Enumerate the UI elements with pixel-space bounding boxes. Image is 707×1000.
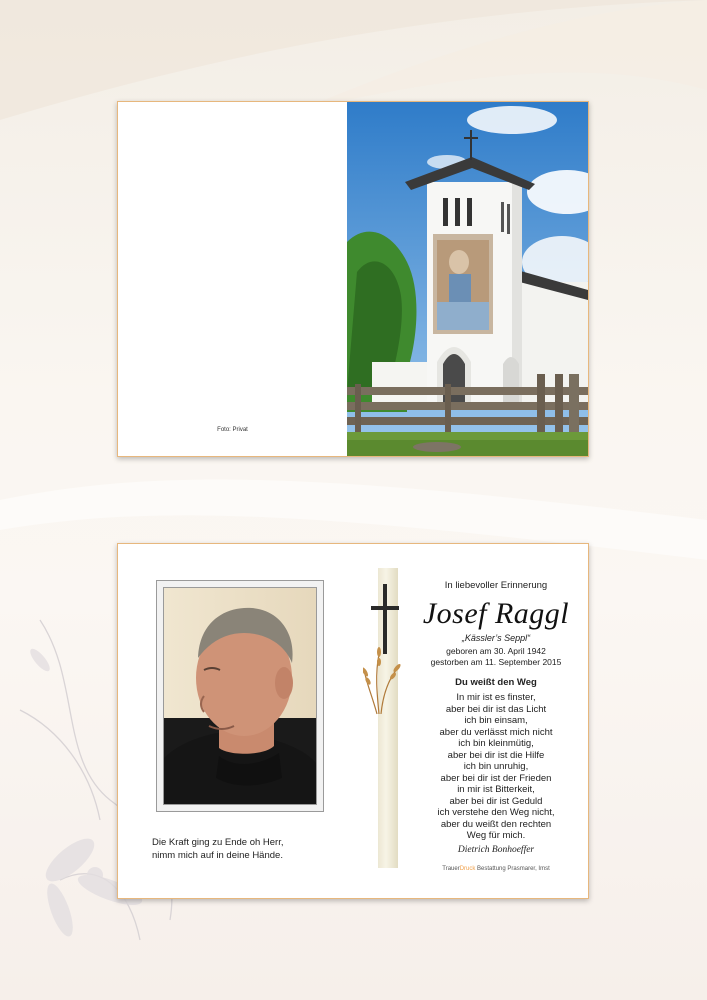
- death-date: gestorben am 11. September 2015: [430, 656, 562, 667]
- front-card-blank-panel: [118, 102, 347, 456]
- front-card: [117, 101, 589, 457]
- left-verse-line: Die Kraft ging zu Ende oh Herr,: [152, 837, 284, 848]
- poem-line: aber bei dir ist das Licht: [445, 703, 547, 715]
- left-verse-line: nimm mich auf in deine Hände.: [152, 850, 283, 861]
- poem-line: in mir ist Bitterkeit,: [457, 784, 535, 795]
- undertaker-brand: Druck: [459, 866, 476, 872]
- poem-line: ich verstehe den Weg nicht,: [437, 807, 555, 818]
- memorial-text: [416, 580, 576, 855]
- poem-line: aber bei dir ist Geduld: [449, 795, 543, 807]
- poem-line: Weg für mich.: [466, 830, 526, 841]
- undertaker-credit: [416, 866, 576, 872]
- poem-line: In mir ist es finster,: [456, 692, 536, 703]
- undertaker-name: Bestattung Prasmarer, Imst: [477, 866, 550, 872]
- deceased-name: Josef Raggl: [422, 597, 570, 630]
- poem-line: aber bei dir ist die Hilfe: [447, 749, 545, 761]
- poem-title: Du weißt den Weg: [455, 677, 537, 688]
- poem-line: ich bin einsam,: [464, 715, 528, 726]
- birth-date: geboren am 30. April 1942: [446, 646, 546, 656]
- church-photo: [347, 102, 588, 456]
- life-dates: [416, 646, 576, 667]
- poem-line: ich bin kleinmütig,: [458, 738, 534, 749]
- left-verse: [152, 836, 332, 862]
- church-illustration: [347, 102, 588, 456]
- intro-line: In liebevoller Erinnerung: [444, 580, 548, 591]
- poem-author: Dietrich Bonhoeffer: [457, 844, 535, 855]
- poem: [416, 692, 576, 842]
- inner-card: [117, 543, 589, 899]
- photo-credit: Foto: Privat: [217, 427, 248, 433]
- nickname: „Kässler’s Seppl“: [461, 633, 531, 643]
- portrait-photo: [163, 587, 317, 805]
- poem-line: aber du verlässt mich nicht: [439, 726, 553, 738]
- poem-line: aber bei dir ist der Frieden: [440, 772, 552, 784]
- undertaker-prefix: Trauer: [442, 866, 460, 872]
- cross-with-wheat-icon: [363, 584, 413, 724]
- portrait-illustration: [164, 588, 316, 804]
- portrait-frame: [156, 580, 324, 812]
- poem-line: ich bin unruhig,: [463, 761, 529, 772]
- poem-line: aber du weißt den rechten: [440, 818, 552, 830]
